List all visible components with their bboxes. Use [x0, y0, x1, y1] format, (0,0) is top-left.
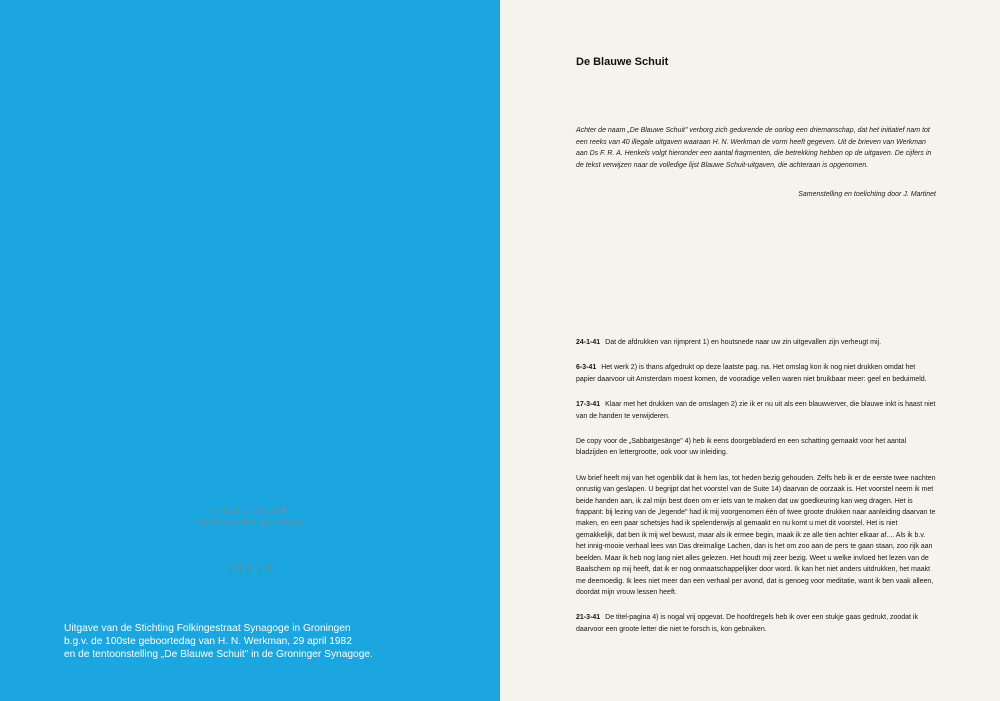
colophon: [64, 622, 484, 661]
letter-fragment: [576, 473, 936, 598]
page-title: De Blauwe Schuit: [576, 56, 669, 68]
intro-paragraph: Achter de naam „De Blauwe Schuit" verborg zich gedurende de oorlog een driemanschap, dat het initiatief nam tot een reeks van 40 illegale uitgaven waaraan H. N. Werkman de vorm heeft gegeven. Uit de brieven van Werkman aan Ds F. R. A. Henkels volgt hieronder een aantal fragmenten, die betrekking hebben op de uitgaven. De cijfers in de tekst verwijzen naar de volledige lijst Blauwe Schuit-uitgaven, die achteraan is opgenomen.: [576, 127, 932, 169]
fragment-date: 21-3-41: [576, 614, 601, 622]
colophon-line: Uitgave van de Stichting Folkingestraat Synagoge in Groningen: [64, 623, 351, 634]
fragment-text: Het werk 2) is thans afgedrukt op deze laatste pag. na. Het omslag kon ik nog niet drukken omdat het papier daarvoor uit Amsterdam moest komen, de vooradige vellen waren niet bruikbaar meer: geel en beduimeld.: [576, 364, 927, 383]
fragment-text: Dat de afdrukken van rijmprent 1) en houtsnede naar uw zin uitgevallen zijn verheugt mij.: [605, 339, 882, 346]
letter-fragment: [576, 612, 936, 635]
colophon-line: en de tentoonstelling „De Blauwe Schuit" in de Groninger Synagoge.: [64, 649, 373, 660]
fragment-text: De titel-pagina 4) is nogal vrij opgevat. De hoofdregels heb ik over een stukje gaas gedrukt, zoodat ik daarvoor een groote letter die niet te forsch is, kon gebruiken.: [576, 614, 918, 633]
fragment-text: Klaar met het drukken van de omslagen 2) zie ik er nu uit als een blauwverver, die blauwe inkt is haast niet van de handen te verwijderen.: [576, 401, 936, 420]
letter-fragment: [576, 399, 936, 422]
library-stamp-line-1: BIBLIOTHEEK: [211, 505, 289, 515]
fragment-text: De copy voor de „Sabbatgesänge" 4) heb ik eens doorgebladerd en een schatting gemaakt voor het aantal bladzijden en lettergrootte, ook voor uw inleiding.: [576, 438, 907, 457]
fragment-text: Uw brief heeft mij van het ogenblik dat ik hem las, tot heden bezig gehouden. Zelfs heb ik er de eerste twee nachten onrustig van geslapen. U begrijpt dat het voorstel van de Suite 14) daarvan de oorzaak is. Het voorstel neem ik met beide handen aan, ik zal mijn best doen om er iets van te maken dat uw goedkeuring kan weg dragen. Het is frappant: bij lezing van de „legende" had ik mij voorgenomen één of twee groote drukken naar aanleiding daarvan te maken, en een paar schetsjes had ik spelenderwijs al gemaakt en nu komt u met dit voorstel. Het is niet gemakkelijk, dat ben ik mij wel bewust, maar als ik ermee begin, maak ik ze alle tien achter elkaar af.... Als ik b.v. het innig-mooie verhaal lees van Das dreimalige Lachen, dan is het om zoo aan de pers te gaan staan, zoo rijk aan beelden. Maar ik heb nog lang niet alles gelezen. Het houdt mij zeer bezig. Weet u welke invloed het lezen van de Baalschem op mij heeft, dat ik er nog onmaatschappelijker door word. Ik kan het niet anders uitdrukken, het maakt me deemoedig. Ik lees niet meer dan een verhaal per avond, dat is genoeg voor meditatie, want ik ben vaak alleen, doordat mijn vrouw lessen heeft.: [576, 474, 936, 596]
letter-fragments: [576, 337, 936, 649]
fragment-date: 24-1-41: [576, 339, 601, 346]
letter-fragment: [576, 362, 936, 385]
accession-number: 19213: [225, 563, 275, 578]
library-stamp-line-2: GRONINGER MUSEUM: [195, 518, 305, 528]
letter-fragment: [576, 337, 936, 348]
fragment-date: 17-3-41: [576, 401, 601, 409]
letter-fragment: [576, 436, 936, 459]
colophon-line: b.g.v. de 100ste geboortedag van H. N. Werkman, 29 april 1982: [64, 636, 352, 647]
fragment-date: 6-3-41: [576, 364, 597, 372]
credit-line: Samenstelling en toelichting door J. Martinet: [798, 191, 936, 198]
